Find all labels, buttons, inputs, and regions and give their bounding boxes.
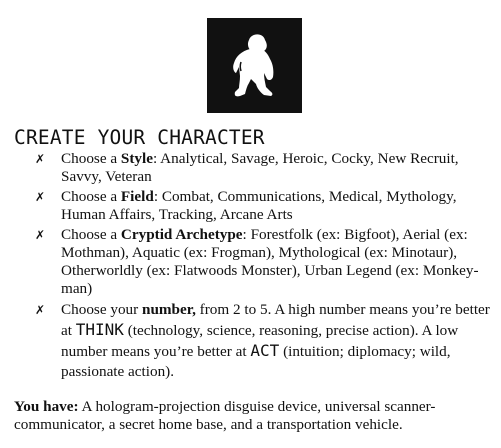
- cross-bullet-icon: ✗: [35, 152, 46, 166]
- item-keyword: number,: [142, 301, 196, 318]
- item-text: (intuition; diplomacy; wild, passionate action).: [61, 343, 451, 380]
- page-heading: CREATE YOUR CHARACTER: [14, 126, 265, 149]
- equipment-paragraph: [14, 398, 494, 434]
- act-stat: ACT: [250, 341, 280, 360]
- item-keyword: Field: [120, 188, 154, 205]
- item-keyword: Style: [120, 150, 153, 167]
- item-options: : Combat, Communications, Medical, Mythology, Human Affairs, Tracking, Arcane Arts: [61, 188, 457, 223]
- item-text: (technology, science, reasoning, precise action). A low number means you’re better at: [61, 322, 459, 360]
- think-stat: THINK: [75, 320, 124, 339]
- character-steps-list: [0, 150, 501, 382]
- item-prefix: Choose your: [61, 301, 142, 318]
- item-prefix: Choose a: [61, 150, 121, 167]
- list-item-style: [0, 150, 501, 188]
- item-text: from 2 to 5. A high number means you’re better at: [61, 301, 490, 339]
- item-prefix: Choose a: [61, 226, 121, 243]
- list-item-number: [0, 300, 501, 382]
- footer-label: You have:: [14, 398, 79, 415]
- list-item-field: [0, 188, 501, 226]
- cross-bullet-icon: ✗: [35, 303, 46, 317]
- item-options: : Analytical, Savage, Heroic, Cocky, New Recruit, Savvy, Veteran: [61, 150, 459, 185]
- item-prefix: Choose a: [61, 188, 121, 205]
- bigfoot-silhouette-icon: [207, 18, 302, 113]
- item-keyword: Cryptid Archetype: [120, 226, 243, 243]
- item-options: : Forestfolk (ex: Bigfoot), Aerial (ex: Mothman), Aquatic (ex: Frogman), Mythological (ex: Minotaur), Otherworldly (ex: Flatwoods Monster), Urban Legend (ex: Monkey-man): [61, 226, 479, 297]
- cross-bullet-icon: ✗: [35, 228, 46, 242]
- cross-bullet-icon: ✗: [35, 190, 46, 204]
- list-item-archetype: [0, 226, 501, 300]
- bigfoot-logo: [207, 18, 302, 113]
- footer-text: A hologram-projection disguise device, universal scanner-communicator, a secret home base, and a transportation vehicle.: [14, 398, 436, 433]
